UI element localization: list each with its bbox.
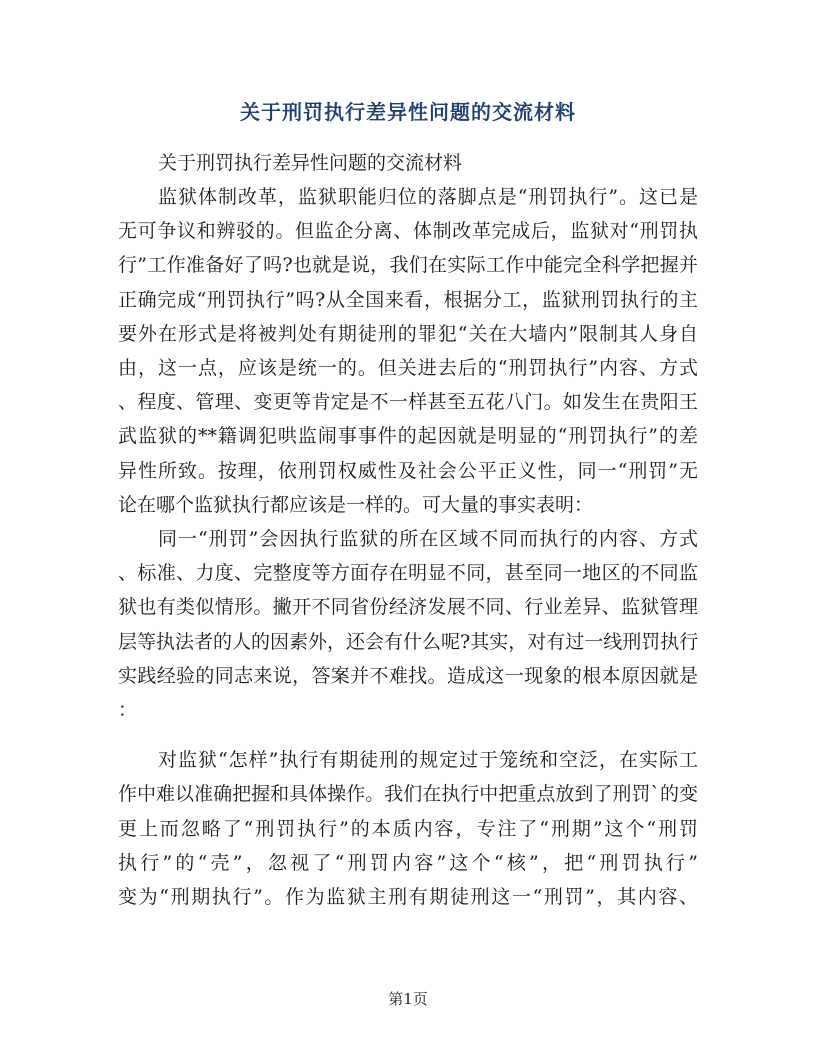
document-body (118, 146, 698, 914)
paragraph-line: 同一“刑罚”会因执行监狱的所在区域不同而执行的内容、方式 (158, 528, 698, 551)
paragraph-line: 行”工作准备好了吗?也就是说，我们在实际工作中能完全科学把握并 (118, 254, 698, 277)
paragraph (118, 522, 698, 727)
paragraph-line: 要外在形式是将被判处有期徒刑的罪犯“关在大墙内”限制其人身自 (118, 322, 698, 345)
paragraph-line: 执行”的“壳”，忽视了“刑罚内容”这个“核”，把“刑罚执行” (118, 851, 698, 874)
paragraph-line: 异性所致。按理，依刑罚权威性及社会公平正义性，同一“刑罚”无 (118, 459, 698, 482)
paragraph-line: 正确完成“刑罚执行”吗?从全国来看，根据分工，监狱刑罚执行的主 (118, 288, 698, 311)
page-title: 关于刑罚执行差异性问题的交流材料 (240, 100, 576, 124)
paragraph-line: 层等执法者的人的因素外，还会有什么呢?其实，对有过一线刑罚执行 (118, 630, 699, 653)
paragraph-line: 无可争议和辨驳的。但监企分离、体制改革完成后，监狱对“刑罚执 (118, 220, 698, 243)
paragraph (118, 743, 698, 914)
paragraph-line: 更上而忽略了“刑罚执行”的本质内容，专注了“刑期”这个“刑罚 (118, 817, 698, 840)
paragraph-line: 论在哪个监狱执行都应该是一样的。可大量的事实表明： (118, 493, 594, 516)
paragraph-line: 、程度、管理、变更等肯定是不一样甚至五花八门。如发生在贵阳王 (118, 391, 698, 414)
document-subtitle: 关于刑罚执行差异性问题的交流材料 (158, 152, 463, 174)
paragraph-line: 对监狱“怎样”执行有期徒刑的规定过于笼统和空泛，在实际工 (158, 749, 698, 772)
paragraph-line: 武监狱的**籍调犯哄监闹事事件的起因就是明显的“刑罚执行”的差 (118, 425, 698, 448)
paragraph-line: 作中难以准确把握和具体操作。我们在执行中把重点放到了刑罚`的变 (118, 783, 698, 806)
paragraph-line: 变为“刑期执行”。作为监狱主刑有期徒刑这一“刑罚”，其内容、 (118, 886, 698, 909)
paragraph-line: ： (118, 699, 138, 722)
page-number: 第1页 (388, 990, 428, 1008)
paragraph-line: 实践经验的同志来说，答案并不难找。造成这一现象的根本原因就是 (118, 664, 698, 687)
paragraph-line: 、标准、力度、完整度等方面存在明显不同，甚至同一地区的不同监 (118, 562, 698, 585)
paragraph-line: 狱也有类似情形。撇开不同省份经济发展不同、行业差异、监狱管理 (118, 596, 698, 619)
paragraph-line: 监狱体制改革，监狱职能归位的落脚点是“刑罚执行”。这已是 (158, 186, 698, 208)
paragraph (118, 180, 698, 522)
paragraph-line: 由，这一点，应该是统一的。但关进去后的“刑罚执行”内容、方式 (118, 357, 698, 380)
